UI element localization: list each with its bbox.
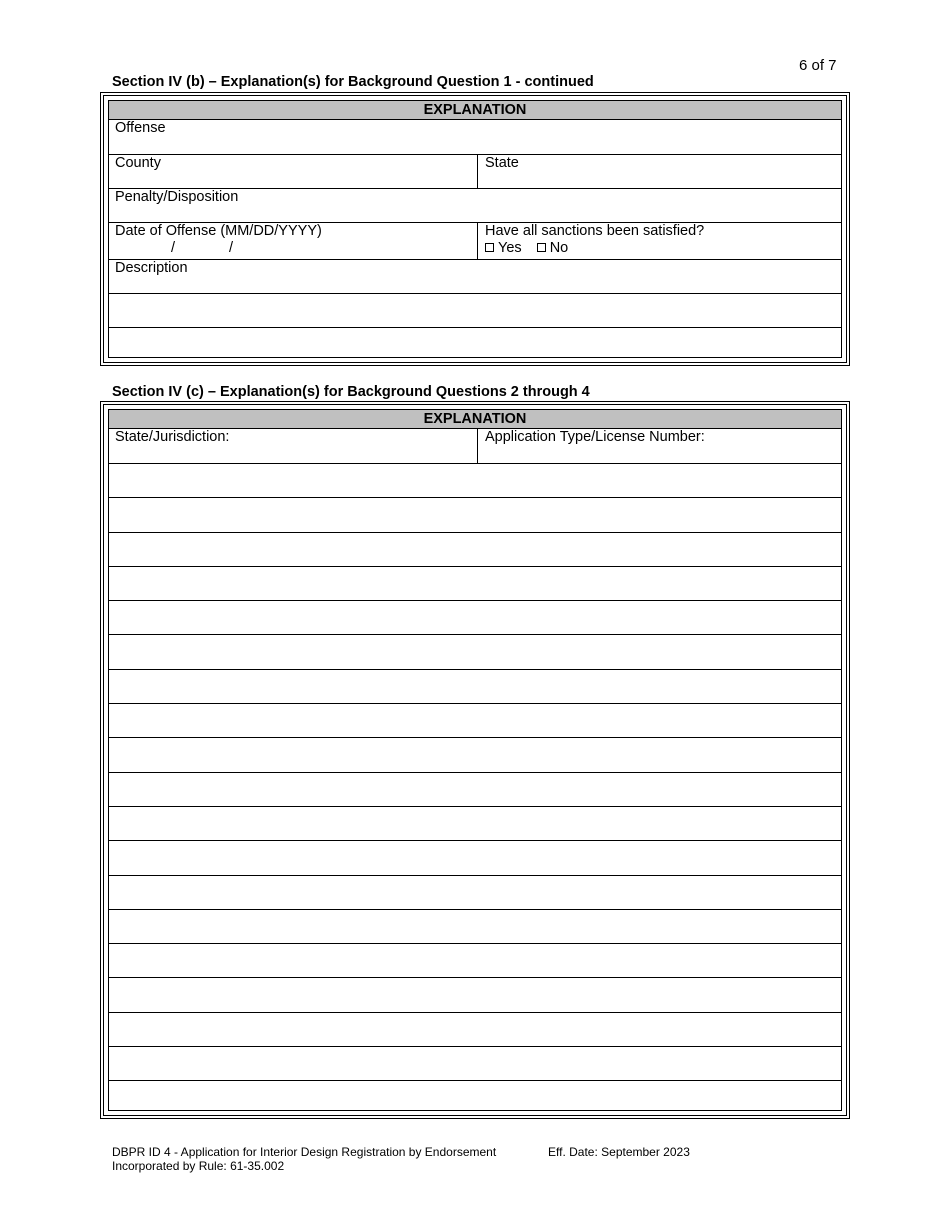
explanation-line[interactable] bbox=[109, 670, 841, 704]
section-b-header: EXPLANATION bbox=[109, 101, 841, 120]
explanation-line[interactable] bbox=[109, 498, 841, 532]
offense-label: Offense bbox=[115, 120, 166, 136]
explanation-line[interactable] bbox=[109, 704, 841, 738]
section-b-box bbox=[100, 92, 850, 366]
date-sanctions-row bbox=[109, 223, 841, 260]
page-number: 6 of 7 bbox=[799, 57, 837, 74]
jurisdiction-field[interactable] bbox=[109, 429, 478, 463]
form-title: DBPR ID 4 - Application for Interior Design Registration by Endorsement bbox=[112, 1145, 497, 1159]
county-label: County bbox=[115, 155, 161, 171]
explanation-line[interactable] bbox=[109, 841, 841, 875]
section-c-table bbox=[108, 409, 842, 1111]
explanation-line[interactable] bbox=[109, 910, 841, 944]
description-label: Description bbox=[115, 260, 188, 276]
state-label: State bbox=[485, 155, 519, 171]
section-b-title: Section IV (b) – Explanation(s) for Background Question 1 - continued bbox=[112, 74, 594, 90]
explanation-line[interactable] bbox=[109, 978, 841, 1012]
application-type-field[interactable] bbox=[478, 429, 841, 463]
explanation-line[interactable] bbox=[109, 1013, 841, 1047]
explanation-line[interactable] bbox=[109, 876, 841, 910]
explanation-line[interactable] bbox=[109, 464, 841, 498]
jurisdiction-row bbox=[109, 429, 841, 464]
effective-date: Eff. Date: September 2023 bbox=[548, 1145, 690, 1159]
no-label: No bbox=[549, 240, 569, 256]
description-row[interactable] bbox=[109, 260, 841, 294]
rule-reference: Incorporated by Rule: 61-35.002 bbox=[112, 1159, 285, 1173]
state-field[interactable] bbox=[478, 155, 841, 188]
explanation-line[interactable] bbox=[109, 773, 841, 807]
date-label: Date of Offense (MM/DD/YYYY) bbox=[115, 223, 322, 239]
date-field[interactable] bbox=[109, 223, 478, 259]
explanation-line[interactable] bbox=[109, 807, 841, 841]
no-checkbox-icon[interactable] bbox=[537, 243, 546, 252]
explanation-line[interactable] bbox=[109, 567, 841, 601]
county-state-row bbox=[109, 155, 841, 189]
explanation-line[interactable] bbox=[109, 635, 841, 669]
explanation-line[interactable] bbox=[109, 601, 841, 635]
section-c-title: Section IV (c) – Explanation(s) for Background Questions 2 through 4 bbox=[112, 384, 590, 400]
section-c-box bbox=[100, 401, 850, 1119]
description-line[interactable] bbox=[109, 294, 841, 328]
explanation-line[interactable] bbox=[109, 533, 841, 567]
sanctions-field bbox=[478, 223, 841, 259]
footer bbox=[112, 1145, 690, 1173]
date-slashes: / / bbox=[171, 240, 234, 256]
yes-checkbox-icon[interactable] bbox=[485, 243, 494, 252]
explanation-line[interactable] bbox=[109, 944, 841, 978]
description-line[interactable] bbox=[109, 328, 841, 363]
section-c-header: EXPLANATION bbox=[109, 410, 841, 429]
explanation-line[interactable] bbox=[109, 1047, 841, 1081]
county-field[interactable] bbox=[109, 155, 478, 188]
sanctions-label: Have all sanctions been satisfied? bbox=[485, 223, 705, 239]
yes-label: Yes bbox=[498, 240, 522, 256]
penalty-label: Penalty/Disposition bbox=[115, 189, 239, 205]
penalty-row[interactable] bbox=[109, 189, 841, 223]
yes-option[interactable] bbox=[485, 240, 522, 256]
offense-row[interactable] bbox=[109, 120, 841, 155]
section-b-table bbox=[108, 100, 842, 358]
explanation-line[interactable] bbox=[109, 738, 841, 772]
explanation-line[interactable] bbox=[109, 1081, 841, 1115]
no-option[interactable] bbox=[537, 240, 569, 256]
jurisdiction-label: State/Jurisdiction: bbox=[115, 429, 230, 445]
application-type-label: Application Type/License Number: bbox=[485, 429, 705, 445]
